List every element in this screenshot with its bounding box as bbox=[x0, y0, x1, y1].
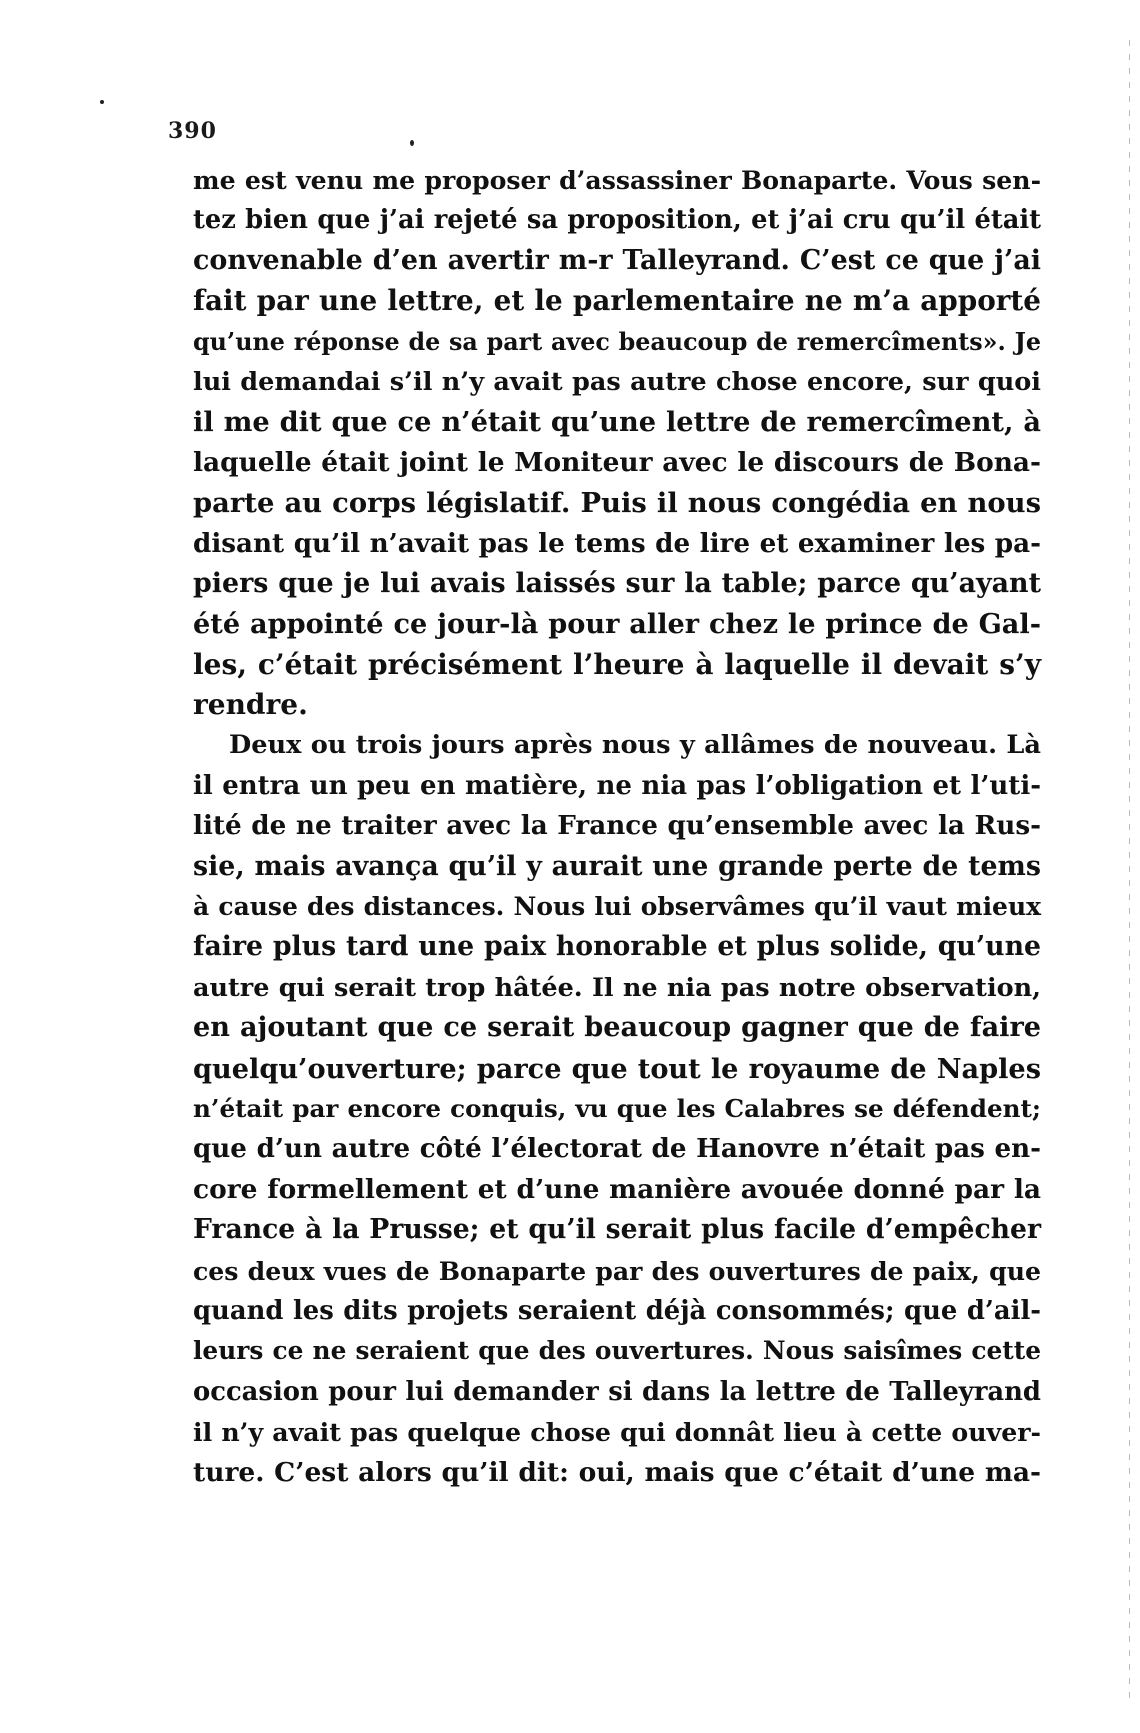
text-line: faire plus tard une paix honorable et plus solide, qu’une bbox=[193, 931, 1041, 963]
text-line: il me dit que ce n’était qu’une lettre de remercîment, à bbox=[193, 406, 1041, 439]
text-line: parte au corps législatif. Puis il nous congédia en nous bbox=[193, 487, 1041, 520]
text-line: France à la Prusse; et qu’il serait plus facile d’empêcher bbox=[193, 1214, 1041, 1246]
text-line: me est venu me proposer d’assassiner Bonaparte. Vous sen- bbox=[193, 165, 1041, 195]
text-line: leurs ce ne seraient que des ouvertures. Nous saisîmes cette bbox=[193, 1336, 1041, 1366]
text-line: qu’une réponse de sa part avec beaucoup de remercîments». Je bbox=[193, 327, 1041, 356]
text-line: disant qu’il n’avait pas le tems de lire et examiner les pa- bbox=[193, 527, 1041, 559]
text-line: piers que je lui avais laissés sur la table; parce qu’ayant bbox=[193, 567, 1041, 599]
text-line: core formellement et d’une manière avouée donné par la bbox=[193, 1173, 1041, 1205]
text-line: ces deux vues de Bonaparte par des ouvertures de paix, que bbox=[193, 1255, 1041, 1286]
page-edge-line bbox=[1129, 40, 1130, 1700]
text-line: n’était par encore conquis, vu que les Calabres se défendent; bbox=[193, 1093, 1041, 1123]
page-number: 390 bbox=[168, 118, 217, 144]
ink-speck bbox=[410, 140, 414, 146]
text-line: occasion pour lui demander si dans la lettre de Talleyrand bbox=[193, 1376, 1041, 1407]
text-line: convenable d’en avertir m-r Talleyrand. C’est ce que j’ai bbox=[193, 244, 1041, 276]
text-line: à cause des distances. Nous lui observâmes qu’il vaut mieux bbox=[193, 892, 1041, 922]
text-line: il entra un peu en matière, ne nia pas l’obligation et l’uti- bbox=[193, 770, 1041, 801]
text-line: Deux ou trois jours après nous y allâmes de nouveau. Là bbox=[229, 730, 1041, 761]
text-line: rendre. bbox=[193, 688, 308, 722]
text-line: en ajoutant que ce serait beaucoup gagner que de faire bbox=[193, 1012, 1041, 1044]
ink-speck bbox=[100, 100, 104, 104]
text-line: il n’y avait pas quelque chose qui donnât lieu à cette ouver- bbox=[193, 1417, 1041, 1448]
text-line: sie, mais avança qu’il y aurait une grande perte de tems bbox=[193, 850, 1041, 882]
text-line: été appointé ce jour-là pour aller chez le prince de Gal- bbox=[193, 608, 1041, 641]
text-line: lité de ne traiter avec la France qu’ensemble avec la Rus- bbox=[193, 810, 1041, 842]
text-line: laquelle était joint le Moniteur avec le discours de Bona- bbox=[193, 446, 1041, 478]
text-line: ture. C’est alors qu’il dit: oui, mais que c’était d’une ma- bbox=[193, 1456, 1041, 1488]
text-line: lui demandai s’il n’y avait pas autre chose encore, sur quoi bbox=[193, 366, 1041, 397]
body-text bbox=[193, 160, 1041, 1493]
text-line: autre qui serait trop hâtée. Il ne nia pas notre observation, bbox=[193, 972, 1041, 1003]
text-line: les, c’était précisément l’heure à laquelle il devait s’y bbox=[193, 647, 1041, 681]
text-line: tez bien que j’ai rejeté sa proposition, et j’ai cru qu’il était bbox=[193, 205, 1041, 236]
text-line: fait par une lettre, et le parlementaire ne m’a apporté bbox=[193, 284, 1041, 318]
text-line: quand les dits projets seraient déjà consommés; que d’ail- bbox=[193, 1295, 1041, 1326]
text-line: que d’un autre côté l’électorat de Hanovre n’était pas en- bbox=[193, 1133, 1041, 1165]
text-line: quelqu’ouverture; parce que tout le royaume de Naples bbox=[193, 1052, 1041, 1085]
